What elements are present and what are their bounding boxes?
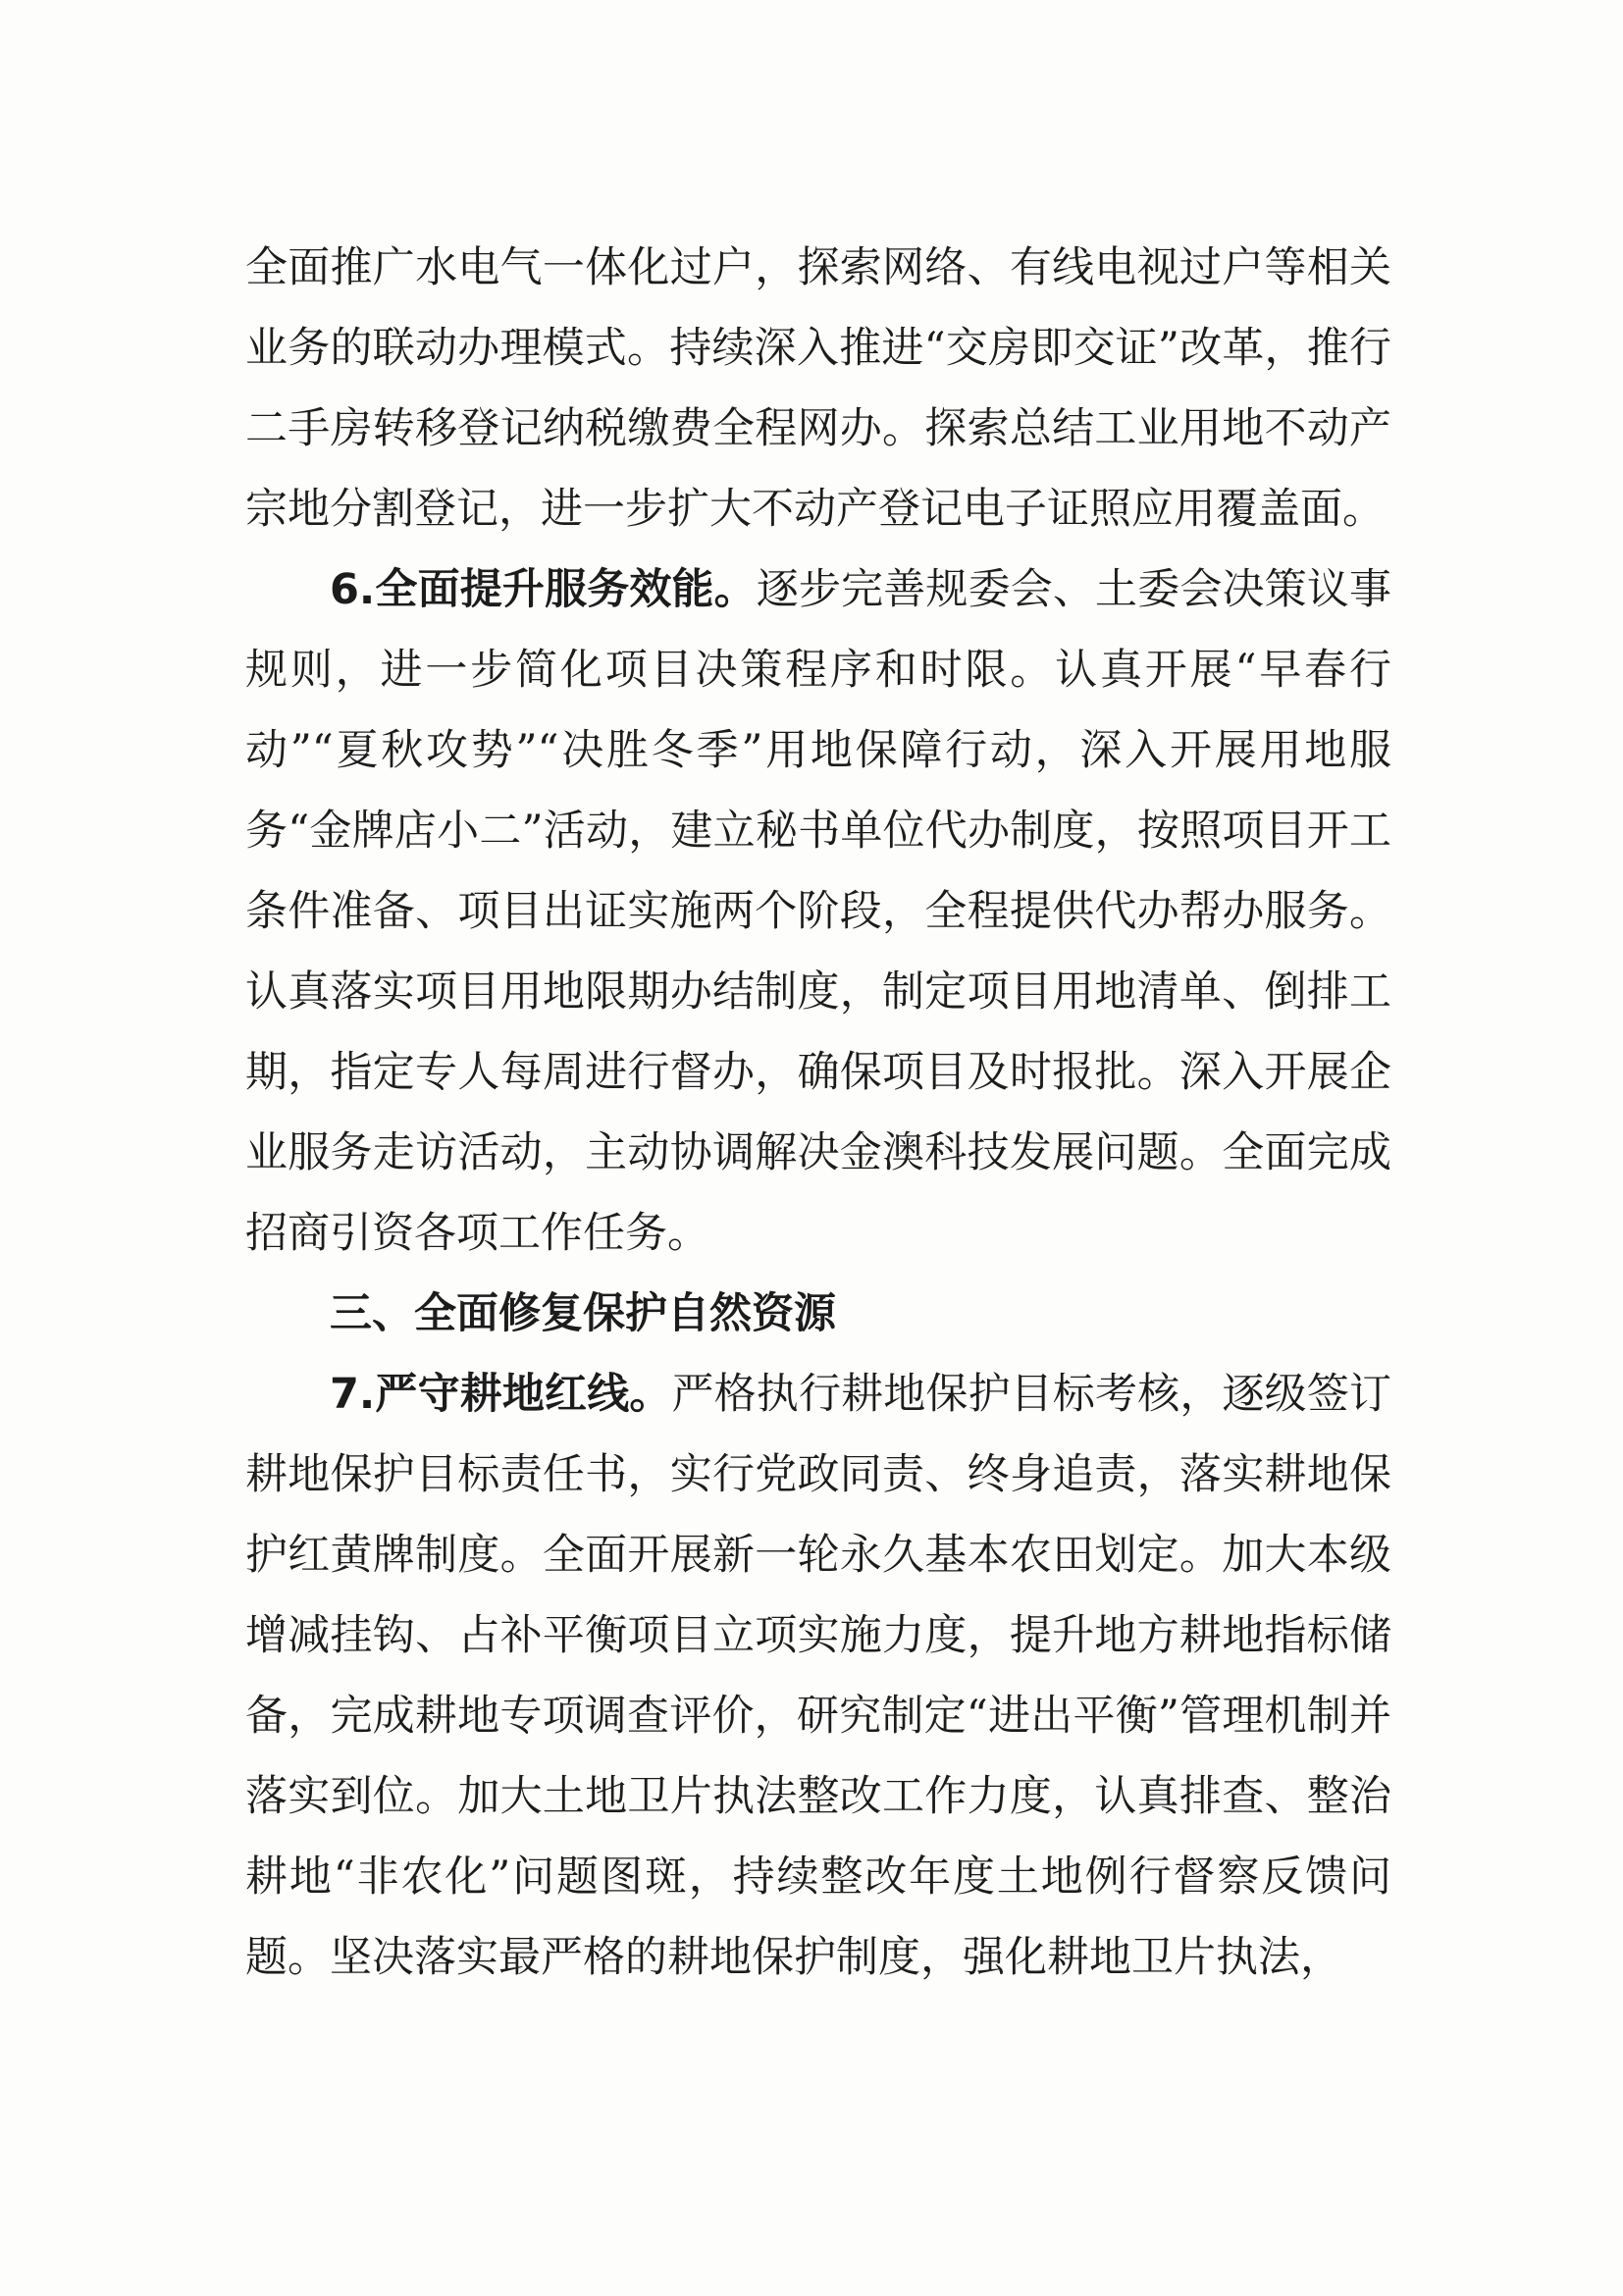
document-body — [245, 228, 1391, 1998]
item-6-paragraph — [245, 549, 1391, 1274]
item-7-paragraph — [245, 1354, 1391, 1998]
section-3-heading: 三、全面修复保护自然资源 — [330, 1289, 836, 1338]
item-7-body: 严格执行耕地保护目标考核，逐级签订耕地保护目标责任书，实行党政同责、终身追责，落实耕地保护红黄牌制度。全面开展新一轮永久基本农田划定。加大本级增减挂钩、占补平衡项目立项实施力度，提升地方耕地指标储备，完成耕地专项调查评价，研究制定“进出平衡”管理机制并落实到位。加大土地卫片执法整改工作力度，认真排查、整治耕地“非农化”问题图斑，持续整改年度土地例行督察反馈问题。坚决落实最严格的耕地保护制度，强化耕地卫片执法， — [245, 1370, 1391, 1982]
item-6-lead: 6.全面提升服务效能。 — [330, 565, 757, 614]
item-6-body: 逐步完善规委会、土委会决策议事规则，进一步简化项目决策程序和时限。认真开展“早春行动”“夏秋攻势”“决胜冬季”用地保障行动，深入开展用地服务“金牌店小二”活动，建立秘书单位代办制度，按照项目开工条件准备、项目出证实施两个阶段，全程提供代办帮办服务。认真落实项目用地限期办结制度，制定项目用地清单、倒排工期，指定专人每周进行督办，确保项目及时报批。深入开展企业服务走访活动，主动协调解决金澳科技发展问题。全面完成招商引资各项工作任务。 — [245, 565, 1391, 1258]
paragraph-continuation: 全面推广水电气一体化过户，探索网络、有线电视过户等相关业务的联动办理模式。持续深入推进“交房即交证”改革，推行二手房转移登记纳税缴费全程网办。探索总结工业用地不动产宗地分割登记，进一步扩大不动产登记电子证照应用覆盖面。 — [245, 243, 1391, 534]
item-7-lead: 7.严守耕地红线。 — [330, 1370, 672, 1419]
